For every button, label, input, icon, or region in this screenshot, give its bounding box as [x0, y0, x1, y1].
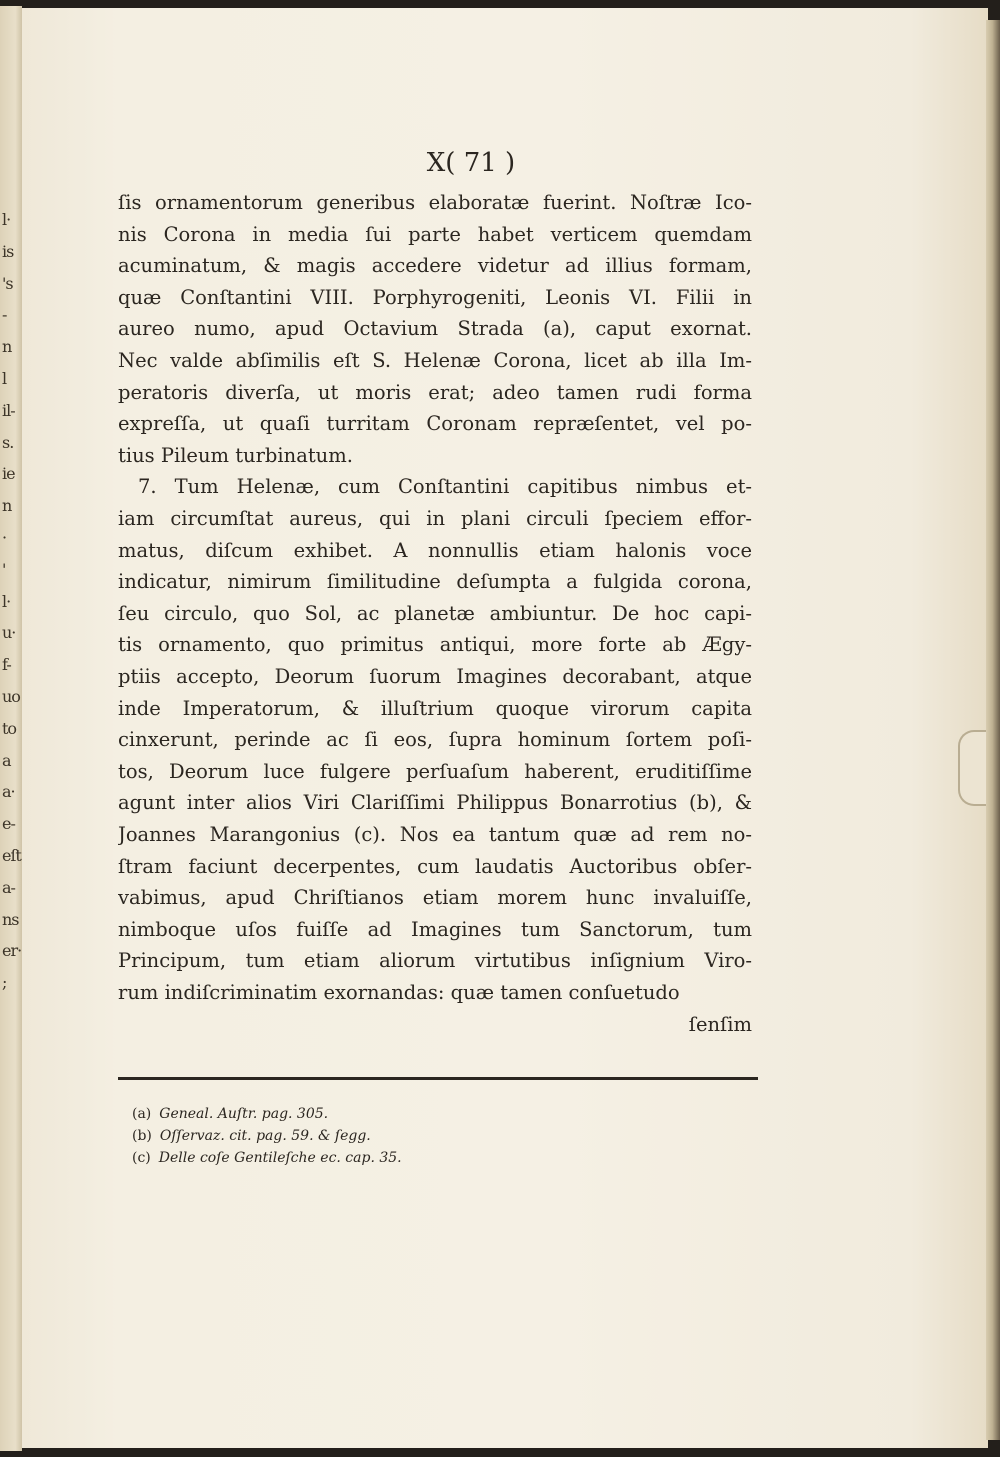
footnote-mark: (c) — [132, 1150, 151, 1166]
previous-page-fragment: 's — [2, 273, 13, 293]
previous-page-fragment: l — [2, 369, 7, 388]
text-line: ſis ornamentorum generibus elaboratæ fuerint. Noſtræ Ico- — [118, 191, 752, 214]
text-line: acuminatum, & magis accedere videtur ad illius formam, — [118, 254, 752, 278]
previous-page-fragment: f- — [2, 655, 11, 675]
previous-page-fragment: n — [2, 337, 12, 357]
previous-page-fragment: ns — [2, 909, 19, 929]
previous-page-fragment: u· — [2, 623, 16, 643]
text-line: agunt inter alios Viri Clariſſimi Philippus Bonarrotius (b), & — [118, 791, 752, 815]
previous-page-fragment: il- — [2, 400, 15, 420]
previous-page-fragment: a- — [2, 877, 15, 897]
text-line: iam circumſtat aureus, qui in plani circuli ſpeciem effor- — [118, 507, 752, 530]
text-line: matus, diſcum exhibet. A nonnullis etiam halonis voce — [118, 538, 752, 562]
footnote — [132, 1106, 328, 1122]
text-line: vabimus, apud Chriſtianos etiam morem hunc invaluiſſe, — [118, 886, 752, 910]
previous-page-fragment: ' — [2, 559, 6, 579]
text-line: ſtram faciunt decerpentes, cum laudatis Auctoribus obſer- — [118, 854, 752, 878]
previous-page-fragment: l· — [2, 210, 11, 229]
previous-page-fragment: ; — [2, 973, 7, 993]
text-line: expreſſa, ut quaſi turritam Coronam repræſentet, vel po- — [118, 412, 752, 436]
footnote-rule — [118, 1077, 758, 1080]
previous-page-fragment: s. — [2, 432, 14, 452]
text-line: Joannes Marangonius (c). Nos ea tantum quæ ad rem no- — [118, 823, 752, 846]
text-line: peratoris diverſa, ut moris erat; adeo tamen rudi forma — [118, 380, 752, 404]
text-line: nimboque uſos fuiſſe ad Imagines tum Sanctorum, tum — [118, 917, 752, 941]
text-line: cinxerunt, perinde ac ſi eos, ſupra hominum ſortem poſi- — [118, 728, 752, 752]
text-line: nis Corona in media ſui parte habet verticem quemdam — [118, 222, 752, 246]
previous-page-fragment: uo — [2, 687, 20, 706]
right-page-edge — [986, 20, 1000, 1440]
text-line: aureo numo, apud Octavium Strada (a), caput exornat. — [118, 317, 752, 341]
text-line: indicatur, nimirum ſimilitudine deſumpta a fulgida corona, — [118, 570, 752, 594]
page-header: X( 71 ) — [426, 148, 516, 178]
book-page — [22, 8, 988, 1448]
footnote-mark: (b) — [132, 1128, 152, 1144]
footnote-text: Oſſervaz. cit. pag. 59. & ſegg. — [159, 1128, 371, 1144]
text-line: ptiis accepto, Deorum ſuorum Imagines decorabant, atque — [118, 665, 752, 688]
text-line: 7. Tum Helenæ, cum Conſtantini capitibus nimbus et- — [138, 475, 752, 499]
text-line: Nec valde abſimilis eſt S. Helenæ Corona, licet ab illa Im- — [118, 349, 752, 372]
previous-page-fragment: a· — [2, 782, 15, 802]
text-line: tius Pileum turbinatum. — [118, 443, 353, 467]
text-line: quæ Conſtantini VIII. Porphyrogeniti, Leonis VI. Filii in — [118, 285, 752, 309]
footnote-text: Geneal. Auſtr. pag. 305. — [159, 1106, 329, 1122]
previous-page-fragment: to — [2, 718, 17, 738]
text-line: ſeu circulo, quo Sol, ac planetæ ambiuntur. De hoc capi- — [118, 601, 752, 625]
footnote-text: Delle coſe Gentileſche ec. cap. 35. — [158, 1150, 402, 1166]
text-line: inde Imperatorum, & illuſtrium quoque virorum capita — [118, 696, 752, 720]
previous-page-fragment: · — [2, 528, 7, 547]
footnote — [132, 1150, 402, 1166]
previous-page-fragment: - — [2, 305, 7, 325]
text-line: ſenſim — [688, 1012, 752, 1036]
text-line: tos, Deorum luce fulgere perſuaſum haberent, eruditiſſime — [118, 759, 752, 783]
text-line: Principum, tum etiam aliorum virtutibus inſignium Viro- — [118, 949, 752, 973]
page-clip — [958, 730, 988, 806]
previous-page-fragment: l· — [2, 591, 11, 611]
footnote — [132, 1128, 371, 1144]
previous-page-fragment: n — [2, 496, 12, 516]
text-line: rum indiſcriminatim exornandas: quæ tamen conſuetudo — [118, 981, 680, 1004]
previous-page-fragment: eſt — [2, 846, 21, 865]
previous-page-fragment: ie — [2, 464, 15, 484]
previous-page-fragment: a — [2, 750, 11, 770]
previous-page-fragment: er· — [2, 941, 22, 961]
footnote-mark: (a) — [132, 1106, 152, 1122]
previous-page-edge — [0, 6, 22, 1451]
previous-page-fragment: is — [2, 241, 14, 261]
previous-page-fragment: e- — [2, 814, 15, 834]
text-line: tis ornamento, quo primitus antiqui, more forte ab Ægy- — [118, 633, 752, 657]
